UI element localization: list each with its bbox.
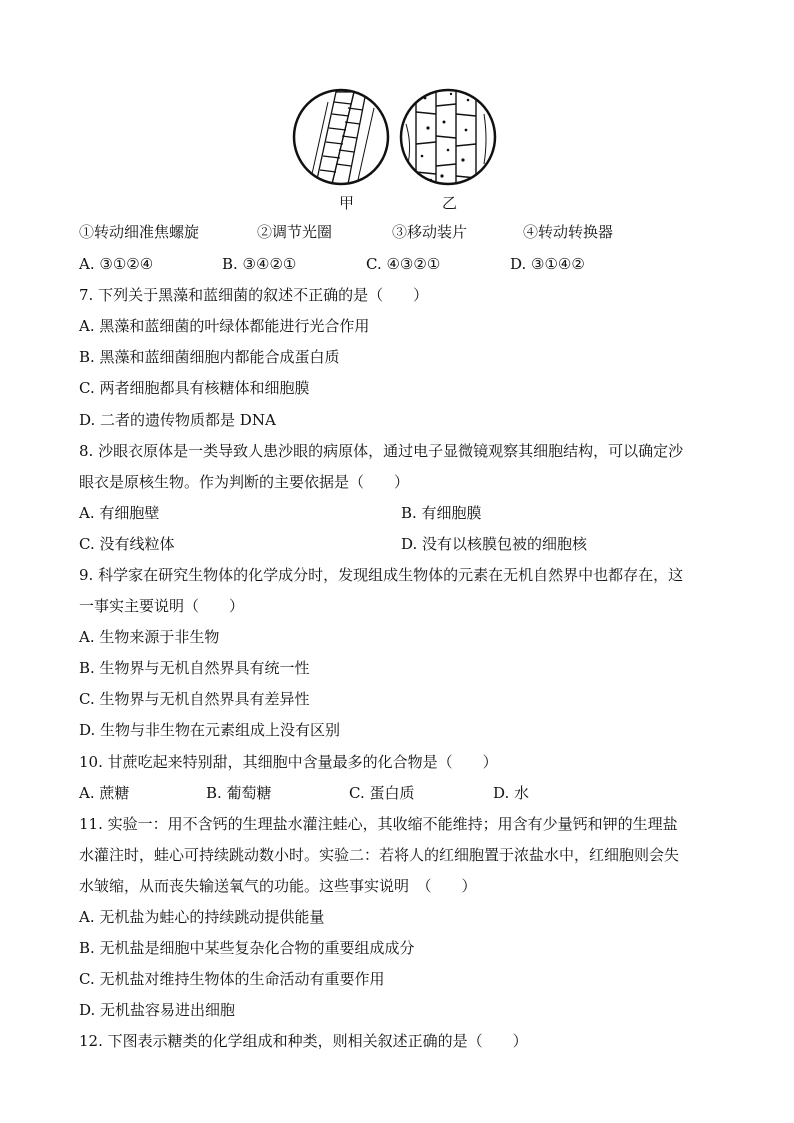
q11-stem-line-2: 水灌注时，蛙心可持续跳动数小时。实验二：若将人的红细胞置于浓盐水中，红细胞则会失 [79,846,680,864]
q6-step: ①转动细准焦螺旋 [79,223,200,241]
q6-option-a[interactable]: A. ③①②④ [79,255,154,273]
q7-option-c[interactable]: C. 两者细胞都具有核糖体和细胞膜 [79,379,310,397]
q11-option-b[interactable]: B. 无机盐是细胞中某些复杂化合物的重要组成成分 [79,939,415,957]
q8-option-d[interactable]: D. 没有以核膜包被的细胞核 [401,535,588,553]
q11-stem-line-3: 水皱缩，从而丧失输送氧气的功能。这些事实说明 （ ） [79,877,477,895]
q8-stem-line-2: 眼衣是原核生物。作为判断的主要依据是（ ） [79,473,410,491]
q10-stem: 10. 甘蔗吃起来特别甜，其细胞中含量最多的化合物是（ ） [79,753,498,771]
q6-step: ③移动装片 [392,223,468,241]
field-jia-image [294,90,388,184]
q7-stem: 7. 下列关于黑藻和蓝细菌的叙述不正确的是（ ） [79,286,429,304]
q10-option-c[interactable]: C. 蛋白质 [349,784,415,802]
q10-option-b[interactable]: B. 葡萄糖 [206,784,272,802]
q6-step: ②调节光圈 [257,223,333,241]
q7-option-d[interactable]: D. 二者的遗传物质都是 DNA [79,411,276,429]
q12-stem: 12. 下图表示糖类的化学组成和种类，则相关叙述正确的是（ ） [79,1032,528,1050]
q10-option-d[interactable]: D. 水 [493,784,530,802]
q7-option-a[interactable]: A. 黑藻和蓝细菌的叶绿体都能进行光合作用 [79,317,370,335]
q11-option-a[interactable]: A. 无机盐为蛙心的持续跳动提供能量 [79,908,325,926]
q7-option-b[interactable]: B. 黑藻和蓝细菌细胞内都能合成蛋白质 [79,348,340,366]
microscope-figure [288,84,504,214]
q9-option-b[interactable]: B. 生物界与无机自然界具有统一性 [79,659,310,677]
q11-option-c[interactable]: C. 无机盐对维持生物体的生命活动有重要作用 [79,970,385,988]
microscope-fields-svg [288,84,504,214]
field-jia-label: 甲 [339,194,355,212]
field-yi-label: 乙 [442,194,458,212]
q8-stem-line-1: 8. 沙眼衣原体是一类导致人患沙眼的病原体，通过电子显微镜观察其细胞结构，可以确定沙 [79,442,684,460]
q10-option-a[interactable]: A. 蔗糖 [79,784,130,802]
q11-option-d[interactable]: D. 无机盐容易进出细胞 [79,1001,236,1019]
q8-option-c[interactable]: C. 没有线粒体 [79,535,175,553]
q6-option-b[interactable]: B. ③④②① [222,255,297,273]
q8-option-a[interactable]: A. 有细胞壁 [79,504,160,522]
q9-option-d[interactable]: D. 生物与非生物在元素组成上没有区别 [79,721,341,739]
field-yi-image [401,84,495,194]
q9-option-c[interactable]: C. 生物界与无机自然界具有差异性 [79,690,310,708]
q6-option-c[interactable]: C. ④③②① [366,255,441,273]
q9-stem-line-1: 9. 科学家在研究生物体的化学成分时，发现组成生物体的元素在无机自然界中也都存在，这 [79,566,684,584]
q6-step: ④转动转换器 [523,223,614,241]
q11-stem-line-1: 11. 实验一：用不含钙的生理盐水灌注蛙心，其收缩不能维持；用含有少量钙和钾的生理盐 [79,815,678,833]
q6-option-d[interactable]: D. ③①④② [510,255,585,273]
q8-option-b[interactable]: B. 有细胞膜 [401,504,482,522]
q9-stem-line-2: 一事实主要说明（ ） [79,597,245,615]
q9-option-a[interactable]: A. 生物来源于非生物 [79,628,220,646]
